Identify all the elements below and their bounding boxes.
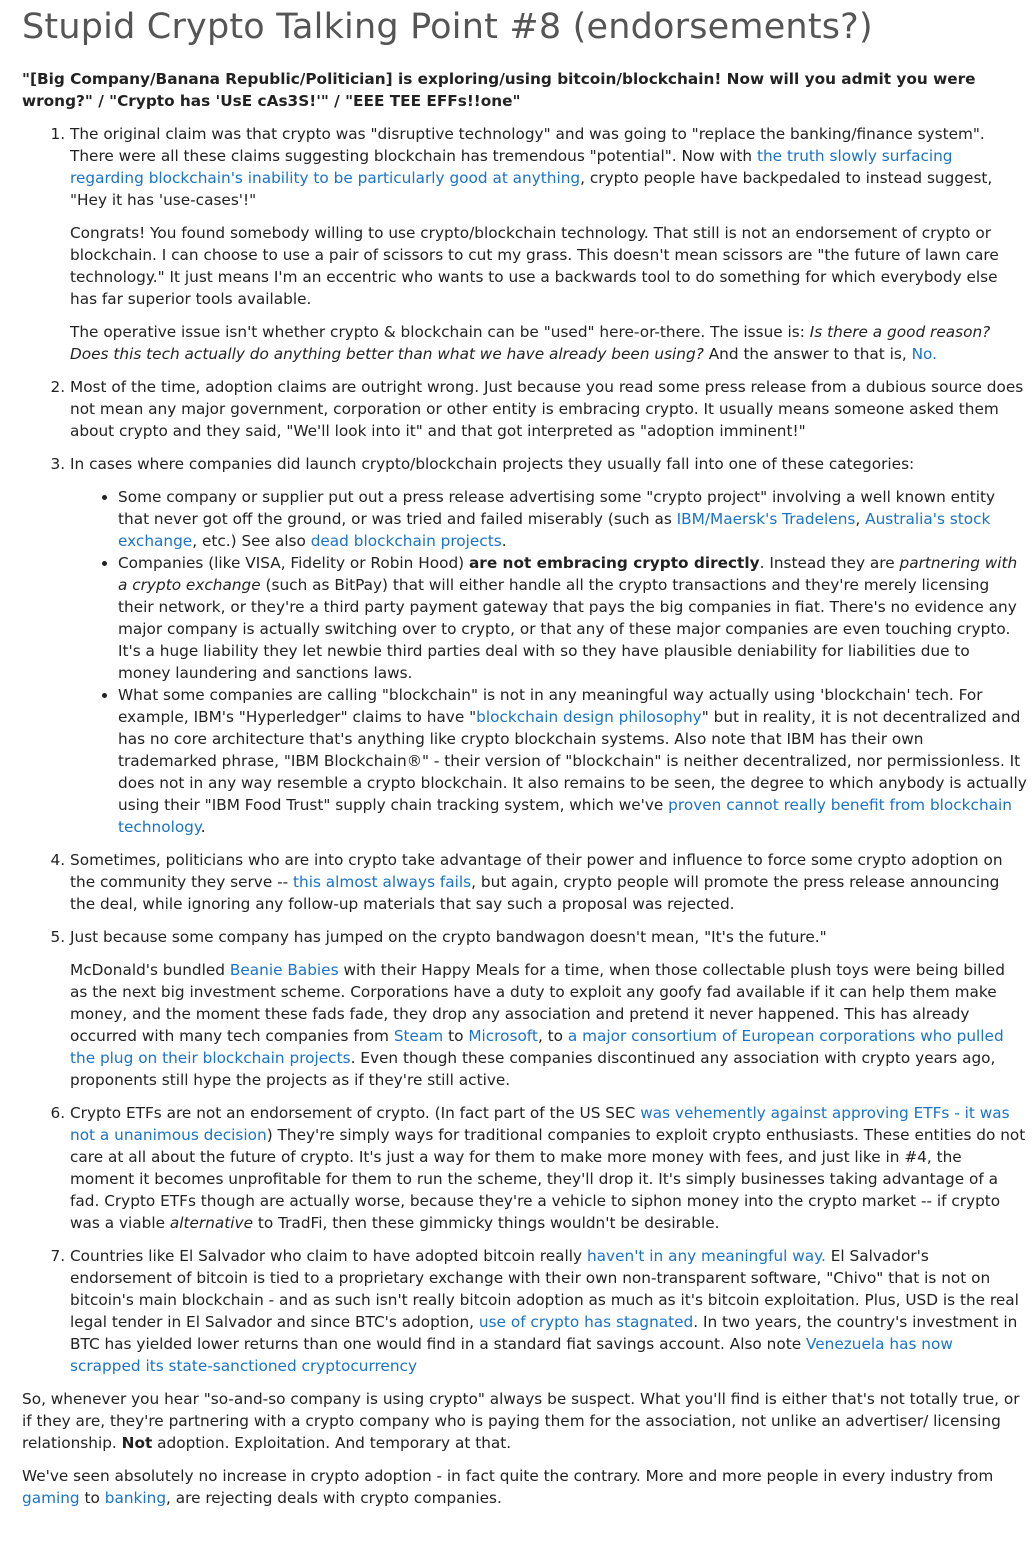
crypto-stagnated-link[interactable]: use of crypto has stagnated (478, 1313, 694, 1331)
steam-link[interactable]: Steam (393, 1027, 444, 1045)
category-item-1 (118, 486, 1027, 552)
text: , to (537, 1027, 568, 1045)
text: Companies (like VISA, Fidelity or Robin Hood) (118, 554, 469, 572)
item5-paragraph1: 5. Just because some company has jumped on the crypto bandwagon doesn't mean, "It's the future." (70, 928, 827, 946)
text: (such as BitPay) that will either handle all the crypto transactions and they're merely licensing their network, or they're a third party payment gateway that pays the big companies in fiat. There's no evidence any major company is actually switching over to crypto, or that any of these major companies are even touching crypto. It's a huge liability they let newbie third parties deal with so they have plausible deniability for liabilities due to money laundering and sanctions laws. (118, 576, 1017, 682)
item2-paragraph: 2. Most of the time, adoption claims are outright wrong. Just because you read some press release from a dubious source does not mean any major government, corporation or other entity is embracing crypto. It usually means someone asked them about crypto and they said, "We'll look into it" and that got interpreted as "adoption imminent!" (70, 378, 1024, 440)
tradelens-link[interactable]: IBM/Maersk's Tradelens (676, 510, 856, 528)
item3-lead: 3. In cases where companies did launch crypto/blockchain projects they usually fall into one of these categories: (70, 455, 915, 473)
text: adoption. Exploitation. And temporary at that. (152, 1434, 512, 1452)
text: And the answer to that is, (703, 345, 912, 363)
list-item-6 (70, 1102, 1027, 1234)
text: , but again, crypto people will promote the press release announcing the deal, while ignoring any follow-up materials that say such a proposal was rejected. (70, 873, 1000, 913)
food-trust-proof-link[interactable]: proven cannot really benefit from blockchain technology (118, 796, 1012, 836)
no-link[interactable]: No. (911, 345, 938, 363)
microsoft-link[interactable]: Microsoft (468, 1027, 538, 1045)
blockchain-truth-link[interactable]: the truth slowly surfacing regarding blockchain's inability to be particularly good at anything (70, 147, 953, 187)
text: . (200, 818, 206, 836)
text: The original claim was that crypto was "disruptive technology" and was going to "replace the banking/finance system". There were all these claims suggesting blockchain has tremendous "potential". Now with (70, 125, 985, 165)
list-item-7 (70, 1245, 1027, 1377)
item7-paragraph (70, 1245, 1027, 1377)
text: " but in reality, it is not decentralized and has no core architecture that's anything like crypto blockchain systems. Also note that IBM has their own trademarked phrase, "IBM Blockchain®" - their version of "blockchain" is neither decentralized, nor permissionless. It does not in any way resemble a crypto blockchain. It also remains to be seen, the degree to which anybody is actually using their "IBM Food Trust" supply chain tracking system, which we've (118, 708, 1027, 814)
text: . In two years, the country's investment in BTC has yielded lower returns than one would find in a standard fiat savings account. Also note (70, 1313, 1018, 1353)
almost-always-fails-link[interactable]: this almost always fails (293, 873, 472, 891)
list-item-4 (70, 849, 1027, 915)
bold-text: are not embracing crypto directly (468, 554, 760, 572)
item1-paragraph1 (70, 123, 1027, 211)
list-item-2 (70, 376, 1027, 442)
blockchain-design-philosophy-link[interactable]: blockchain design philosophy (476, 708, 702, 726)
text: Some company or supplier put out a press release advertising some "crypto project" involving a well known entity that never got off the ground, or was tried and failed miserably (such as (118, 488, 996, 528)
emphasis-text: alternative (169, 1214, 253, 1232)
text: So, whenever you hear "so-and-so company is using crypto" always be suspect. What you'll find is either that's not totally true, or if they are, they're partnering with a crypto company who is paying them for the association, not unlike an advertiser/ licensing relationship. (22, 1390, 1020, 1452)
item5-paragraph2 (70, 959, 1027, 1091)
text: The operative issue isn't whether crypto & blockchain can be "used" here-or-there. The issue is: (70, 323, 810, 341)
text: , etc.) See also (192, 532, 311, 550)
text: We've seen absolutely no increase in crypto adoption - in fact quite the contrary. More and more people in every industry from (22, 1467, 994, 1485)
closing-paragraph-1 (22, 1388, 1027, 1454)
text: El Salvador's endorsement of bitcoin is tied to a proprietary exchange with their own non-transparent software, "Chivo" that is not on bitcoin's main blockchain - and as such isn't really bitcoin adoption as much as it's bitcoin exploitation. Plus, USD is the real legal tender in El Salvador and since BTC's adoption, (70, 1247, 1019, 1331)
gaming-link[interactable]: gaming (22, 1489, 80, 1507)
text: ) They're simply ways for traditional companies to exploit crypto enthusiasts. These entities do not care at all about the future of crypto. It's just a way for them to make more money with fees, and just like in #4, the moment it becomes unprofitable for them to run the scheme, they'll drop it. It's simply businesses taking advantage of a fad. Crypto ETFs though are actually worse, because they're a vehicle to siphon money into the crypto market -- if crypto was a viable (70, 1126, 1026, 1232)
item1-paragraph3 (70, 321, 1027, 365)
list-item-3 (70, 453, 1027, 838)
item6-paragraph (70, 1102, 1027, 1234)
text: Sometimes, politicians who are into crypto take advantage of their power and influence to force some crypto adoption on the community they serve -- (70, 851, 1003, 891)
text: to (443, 1027, 469, 1045)
talking-point-list (22, 123, 1027, 1377)
closing-paragraph-2 (22, 1465, 1027, 1509)
sec-etf-decision-link[interactable]: was vehemently against approving ETFs - it was not a unanimous decision (70, 1104, 1010, 1144)
el-salvador-adoption-link[interactable]: haven't in any meaningful way. (586, 1247, 826, 1265)
australia-stock-exchange-link[interactable]: Australia's stock exchange (118, 510, 991, 550)
bold-text: Not (121, 1434, 153, 1452)
category-list (70, 486, 1027, 838)
venezuela-link[interactable]: Venezuela has now scrapped its state-sanctioned cryptocurrency (70, 1335, 953, 1375)
text: McDonald's bundled (70, 961, 230, 979)
category-item-3 (118, 684, 1027, 838)
dead-blockchain-projects-link[interactable]: dead blockchain projects (310, 532, 502, 550)
european-consortium-link[interactable]: a major consortium of European corporations who pulled the plug on their blockchain projects (70, 1027, 1004, 1067)
text: . (501, 532, 507, 550)
item4-paragraph (70, 849, 1027, 915)
text: What some companies are calling "blockchain" is not in any meaningful way actually using 'blockchain' tech. For example, IBM's "Hyperledger" claims to have " (118, 686, 983, 726)
text: Crypto ETFs are not an endorsement of crypto. (In fact part of the US SEC (70, 1104, 641, 1122)
beanie-babies-link[interactable]: Beanie Babies (229, 961, 339, 979)
text: , are rejecting deals with crypto companies. (166, 1489, 502, 1507)
emphasis-text: Is there a good reason? Does this tech actually do anything better than what we have already been using? (70, 323, 991, 363)
text: , crypto people have backpedaled to instead suggest, "Hey it has 'use-cases'!" (70, 169, 993, 209)
category-item-2 (118, 552, 1027, 684)
page-title: Stupid Crypto Talking Point #8 (endorsements?) (22, 7, 873, 47)
text: Countries like El Salvador who claim to have adopted bitcoin really (70, 1247, 587, 1265)
intro-quote: "[Big Company/Banana Republic/Politician] is exploring/using bitcoin/blockchain! Now will you admit you were wrong?" / "Crypto has 'UsE cAs3S!'" / "EEE TEE EFFs!!one" (22, 70, 976, 110)
item1-paragraph2: Congrats! You found somebody willing to use crypto/blockchain technology. That still is not an endorsement of crypto or blockchain. I can choose to use a pair of scissors to cut my grass. This doesn't mean scissors are "the future of lawn care technology." It just means I'm an eccentric who wants to use a backwards tool to do something for which everybody else has far superior tools available. (70, 224, 999, 308)
text: to TradFi, then these gimmicky things wouldn't be desirable. (252, 1214, 720, 1232)
banking-link[interactable]: banking (104, 1489, 167, 1507)
emphasis-text: partnering with a crypto exchange (118, 554, 1018, 594)
list-item-5 (70, 926, 1027, 1091)
text: . Instead they are (759, 554, 900, 572)
list-item-1 (70, 123, 1027, 365)
text: . Even though these companies discontinued any association with crypto years ago, proponents still hype the projects as if they're still active. (70, 1049, 996, 1089)
text: , (855, 510, 866, 528)
text: with their Happy Meals for a time, when those collectable plush toys were being billed as the next big investment scheme. Corporations have a duty to exploit any goofy fad available if it can help them make money, and the moment these fads fade, they drop any association and pretend it never happened. This has already occurred with many tech companies from (70, 961, 1005, 1045)
text: to (79, 1489, 105, 1507)
